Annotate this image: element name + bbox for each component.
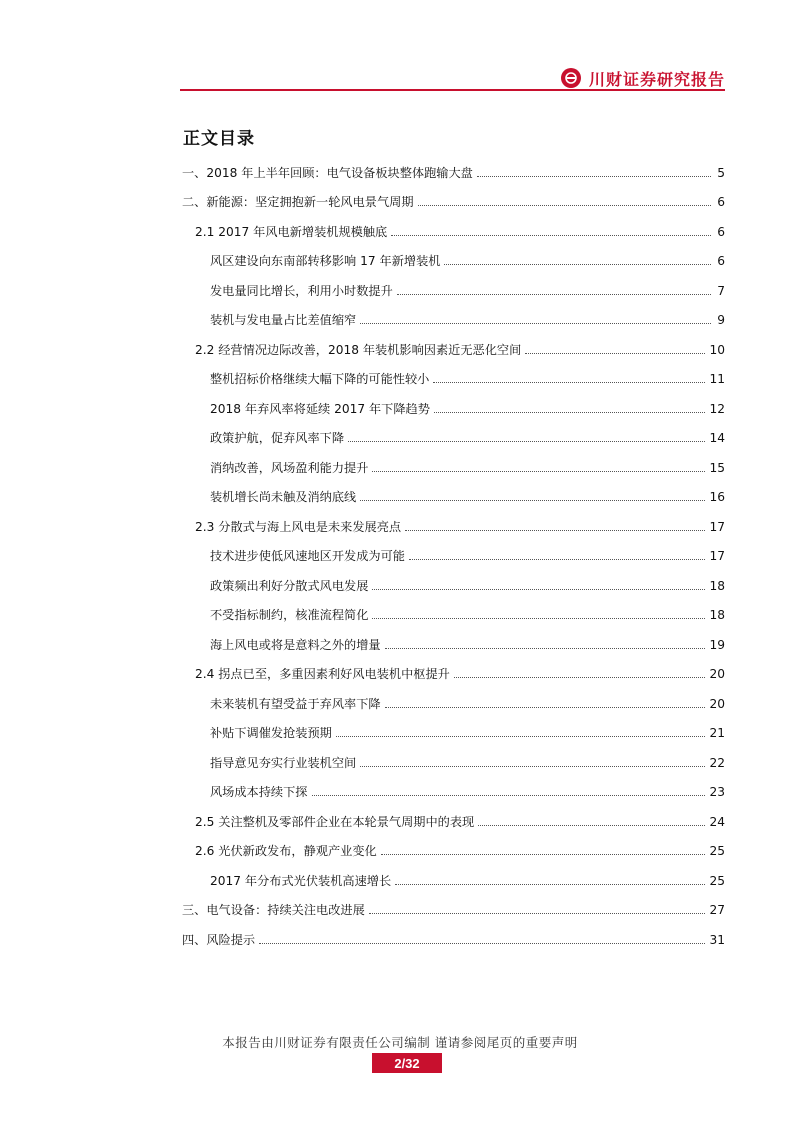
brand-name: 川财证券研究报告 [588,69,725,89]
toc-entry-page: 21 [709,726,725,740]
toc-dot-leader [336,736,706,737]
toc-entry-page: 17 [709,549,725,563]
toc-entry-title: 指导意见夯实行业装机空间 [210,755,357,770]
toc-entry-page: 11 [709,372,725,386]
toc-entry-page: 16 [709,490,725,504]
toc-entry-page: 9 [717,313,725,327]
toc-entry-title: 不受指标制约，核准流程简化 [210,608,369,622]
toc-entry-page: 19 [709,637,725,652]
toc-entry-title: 2018 年弃风率将延续 2017 年下降趋势 [210,401,430,416]
toc-entry-title: 2.5 关注整机及零部件企业在本轮景气周期中的表现 [195,814,475,829]
toc-entry-page: 14 [709,431,725,445]
toc-entry[interactable] [180,593,725,623]
header-brand [561,66,725,90]
toc-dot-leader [360,323,711,324]
toc-entry-title: 风区建设向东南部转移影响 17 年新增装机 [210,254,441,268]
toc-entry-title: 2.4 拐点已至，多重因素利好风电装机中枢提升 [195,667,450,681]
toc-entry[interactable] [180,652,725,682]
toc-entry-title: 未来装机有望受益于弃风率下降 [210,696,381,711]
toc-dot-leader [369,913,706,914]
toc-entry[interactable] [180,681,725,711]
toc-entry-title: 装机与发电量占比差值缩窄 [210,313,357,327]
toc-entry[interactable] [180,475,725,505]
toc-entry[interactable] [180,298,725,328]
toc-entry-page: 12 [709,401,725,416]
toc-entry-page: 10 [709,342,725,357]
toc-dot-leader [391,235,711,236]
toc-entry-page: 17 [709,519,725,534]
toc-entry-title: 2017 年分布式光伏装机高速增长 [210,873,392,888]
toc-entry-page: 31 [709,932,725,947]
toc-dot-leader [372,618,705,619]
toc-dot-leader [385,707,706,708]
toc-entry-page: 7 [717,283,725,298]
toc-entry-page: 25 [709,844,725,858]
toc-dot-leader [259,943,705,944]
toc-dot-leader [444,264,711,265]
toc-entry[interactable] [180,357,725,387]
toc-dot-leader [372,471,705,472]
toc-entry-page: 18 [709,608,725,622]
toc-entry-title: 政策护航，促弃风率下降 [210,431,345,445]
footer-disclaimer: 本报告由川财证券有限责任公司编制 谨请参阅尾页的重要声明 [222,1035,578,1050]
toc-dot-leader [360,500,705,501]
toc-dot-leader [434,412,706,413]
toc-entry-title: 整机招标价格继续大幅下降的可能性较小 [210,372,430,386]
toc-entry[interactable] [180,770,725,800]
toc-dot-leader [525,353,705,354]
toc-entry-page: 23 [709,785,725,799]
toc-entry-page: 5 [717,165,725,180]
toc-dot-leader [395,884,705,885]
toc-dot-leader [372,589,705,590]
toc-entry[interactable] [180,239,725,269]
toc-entry-page: 20 [709,667,725,681]
toc-entry-page: 6 [717,254,725,268]
toc-dot-leader [433,382,705,383]
header-divider [180,89,725,91]
toc-entry-title: 2.1 2017 年风电新增装机规模触底 [195,224,388,239]
toc-entry[interactable] [180,858,725,888]
toc-entry[interactable] [180,888,725,918]
toc-entry[interactable] [180,416,725,446]
toc-entry-title: 三、电气设备：持续关注电改进展 [182,903,365,917]
toc-entry-title: 四、风险提示 [182,932,256,947]
toc-dot-leader [360,766,705,767]
toc-entry[interactable] [180,268,725,298]
toc-entry[interactable] [180,504,725,534]
toc-entry-title: 2.6 光伏新政发布，静观产业变化 [195,844,377,858]
toc-dot-leader [312,795,706,796]
toc-entry-title: 风场成本持续下探 [210,785,308,799]
toc-dot-leader [385,648,706,649]
toc-entry[interactable] [180,386,725,416]
toc-entry[interactable] [180,534,725,564]
toc-dot-leader [397,294,711,295]
toc-entry-page: 20 [709,696,725,711]
toc-entry[interactable] [180,563,725,593]
toc-entry-title: 装机增长尚未触及消纳底线 [210,490,357,504]
toc-dot-leader [409,559,705,560]
toc-entry-page: 27 [709,903,725,917]
brand-logo-icon [561,68,581,88]
toc-entry[interactable] [180,740,725,770]
toc-entry[interactable] [180,180,725,210]
toc-dot-leader [418,205,711,206]
toc-entry[interactable] [180,799,725,829]
toc-title: 正文目录 [183,129,255,149]
table-of-contents [180,150,725,947]
toc-entry-title: 2.2 经营情况边际改善，2018 年装机影响因素近无恶化空间 [195,342,522,357]
toc-dot-leader [478,825,705,826]
toc-entry-page: 22 [709,755,725,770]
toc-entry[interactable] [180,445,725,475]
toc-entry-title: 海上风电或将是意料之外的增量 [210,637,381,652]
toc-entry-title: 政策频出利好分散式风电发展 [210,578,369,593]
toc-entry-page: 6 [717,224,725,239]
toc-dot-leader [381,854,706,855]
toc-entry-page: 24 [709,814,725,829]
toc-entry-page: 25 [709,873,725,888]
toc-entry[interactable] [180,829,725,859]
toc-entry[interactable] [180,711,725,741]
toc-entry-page: 18 [709,578,725,593]
toc-entry[interactable] [180,622,725,652]
toc-entry-title: 发电量同比增长，利用小时数提升 [210,283,393,298]
page-number-badge: 2/32 [372,1053,442,1073]
toc-entry-title: 一、2018 年上半年回顾：电气设备板块整体跑输大盘 [182,165,473,180]
toc-entry[interactable] [180,209,725,239]
toc-entry-page: 15 [709,460,725,475]
toc-entry-title: 补贴下调催发抢装预期 [210,726,332,740]
toc-entry[interactable] [180,917,725,947]
toc-entry[interactable] [180,327,725,357]
toc-entry-title: 二、新能源：坚定拥抱新一轮风电景气周期 [182,195,414,209]
toc-entry-title: 技术进步使低风速地区开发成为可能 [210,549,405,563]
toc-entry[interactable] [180,150,725,180]
toc-entry-title: 消纳改善，风场盈利能力提升 [210,460,369,475]
toc-dot-leader [348,441,705,442]
toc-entry-page: 6 [717,195,725,209]
toc-dot-leader [477,176,711,177]
toc-entry-title: 2.3 分散式与海上风电是未来发展亮点 [195,519,402,534]
toc-dot-leader [454,677,706,678]
toc-dot-leader [405,530,705,531]
